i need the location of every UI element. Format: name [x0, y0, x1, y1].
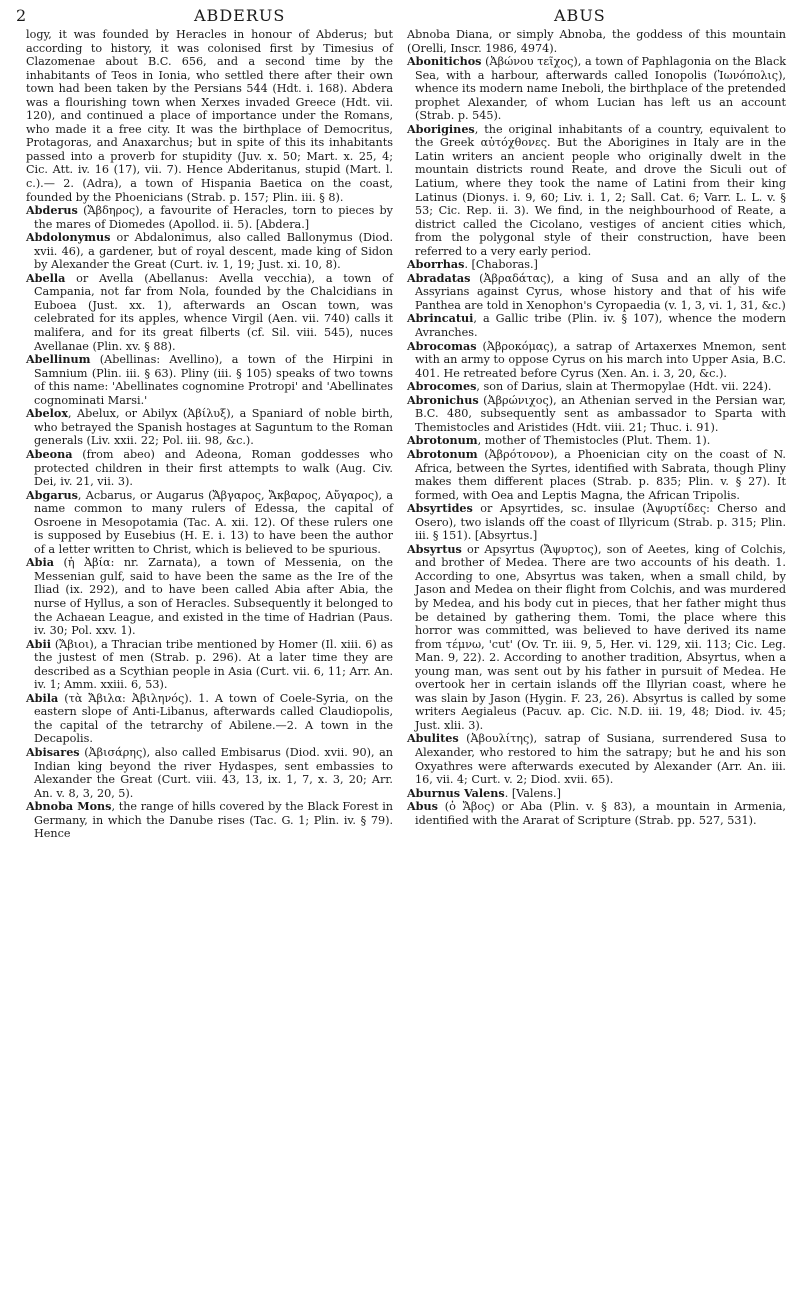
- entry-text: or Apsyrtides, sc. insulae (Ἀψυρτίδες: Cherso and Osero), two islands off the coast of Illyricum (Strab. p. 315; Plin. iii. § 151). [Absyrtus.]: [415, 502, 786, 543]
- page-header: [14, 6, 786, 28]
- entry-text: or Apsyrtus (Ἄψυρτος), son of Aeetes, king of Colchis, and brother of Medea. There are two accounts of his death. 1. According to one, Absyrtus was taken, when a small child, by Jason and Medea on their flight from Colchis, and was murdered by Medea, and his body cut in pieces, that her father might thus be detained by gathering them. Tomi, the place where this horror was committed, was believed to have derived its name from τέμνω, 'cut' (Ov. Tr. iii. 9, 5, Her. vi. 129, xii. 113; Cic. Leg. Man. 9, 22). 2. According to another tradition, Absyrtus, when a young man, was sent out by his father in pursuit of Medea. He overtook her in certain islands off the Illyrian coast, where he was slain by Jason (Hygin. F. 23, 26). Absyrtus is called by some writers Aegialeus (Pacuv. ap. Cic. N.D. iii. 19, 48; Diod. iv. 45; Just. xlii. 3).: [415, 542, 786, 732]
- entry-text: , a Gallic tribe (Plin. iv. § 107), whence the modern Avranches.: [415, 312, 786, 340]
- left-column: [14, 28, 393, 841]
- entry-headword: Abus: [407, 799, 438, 814]
- entry-text: (Ἀβουλίτης), satrap of Susiana, surrendered Susa to Alexander, who restored to him the satrapy; but he and his son Oxyathres were afterwards executed by Alexander (Arr. An. iii. 16, vii. 4; Curt. v. 2; Diod. xvii. 65).: [415, 732, 786, 787]
- entry-text: , the original inhabitants of a country, equivalent to the Greek αὐτόχθονες. But the Aborigines in Italy are in the Latin writers an ancient people who originally dwelt in the mountain districts round Reate, and drove the Siculi out of Latium, where they took the name of Latini from their king Latinus (Dionys. i. 9, 60; Liv. i. 1, 2; Sall. Cat. 6; Varr. L. L. v. § 53; Cic. Rep. ii. 3). We find, in the neighbourhood of Reate, a district called the Cicolano, vestiges of ancient cities which, from the polygonal style of their construction, have been referred to a very early period.: [415, 122, 786, 258]
- entry-headword: Aborrhas: [407, 257, 465, 272]
- dictionary-entry: [26, 448, 393, 489]
- running-head-right: ABUS: [554, 6, 606, 25]
- entry-headword: Abradatas: [407, 270, 471, 285]
- entry-text: , Acbarus, or Augarus (Ἄβγαρος, Ἄκβαρος, Αὔγαρος), a name common to many rulers of Edessa, the capital of Osroene in Mesopotamia (Tac. A. xii. 12). Of these rulers one is supposed by Eusebius (H. E. i. 13) to have been the author of a letter written to Christ, which is believed to be spurious.: [34, 488, 393, 556]
- entry-text: , son of Darius, slain at Thermopylae (Hdt. vii. 224).: [476, 380, 772, 394]
- entry-headword: Abrincatui: [407, 311, 474, 326]
- dictionary-entry: [407, 312, 786, 339]
- entry-headword: Aburnus Valens: [407, 785, 505, 800]
- entry-headword: Abelox: [26, 406, 69, 421]
- entry-headword: Abeona: [26, 446, 73, 461]
- dictionary-entry: [407, 380, 786, 394]
- entry-text: . [Chaboras.]: [464, 258, 538, 272]
- entry-text: (Ἀβρότονον), a Phoenician city on the coast of N. Africa, between the Syrtes, identified with Sabrata, though Pliny makes them different places (Strab. p. 835; Plin. v. § 27). It formed, with Oea and Leptis Magna, the African Tripolis.: [415, 447, 786, 502]
- entry-text: or Abdalonimus, also called Ballonymus (Diod. xvii. 46), a gardener, but of royal descent, made king of Sidon by Alexander the Great (Curt. iv. 1, 19; Just. xi. 10, 8).: [34, 231, 393, 272]
- dictionary-entry: [26, 489, 393, 557]
- dictionary-entry: [26, 746, 393, 800]
- entry-headword: Abulites: [407, 731, 459, 746]
- entry-text: (Ἀβραδάτας), a king of Susa and an ally of the Assyrians against Cyrus, whose history and that of his wife Panthea are told in Xenophon's Cyropaedia (v. 1, 3, vi. 1, 31, &c.): [415, 271, 786, 312]
- dictionary-entry: [407, 340, 786, 381]
- entry-headword: Abia: [26, 555, 55, 570]
- dictionary-entry: [407, 28, 786, 55]
- dictionary-entry: [407, 55, 786, 123]
- entry-headword: Abdolonymus: [26, 230, 111, 245]
- dictionary-entry: [407, 543, 786, 733]
- entry-headword: Abnoba Mons: [26, 799, 112, 814]
- entry-headword: Abisares: [26, 744, 80, 759]
- entry-headword: Abonitichos: [407, 54, 482, 69]
- page-number: 2: [16, 6, 27, 25]
- entry-headword: Abila: [26, 690, 59, 705]
- entry-text: logy, it was founded by Heracles in honour of Abderus; but according to history, it was colonised first by Timesius of Clazomenae about B.C. 656, and a second time by the inhabitants of Teos in Ionia, who settled there after their own town had been taken by the Persians 544 (Hdt. i. 168). Abdera was a flourishing town when Xerxes invaded Greece (Hdt. vii. 120), and continued a place of importance under the Romans, who made it a free city. It was the birthplace of Democritus, Protagoras, and Anaxarchus; but in spite of this its inhabitants passed into a proverb for stupidity (Juv. x. 50; Mart. x. 25, 4; Cic. Att. iv. 16 (17), vii. 7). Hence Abderitanus, stupid (Mart. l. c.).— 2. (Adra), a town of Hispania Baetica on the coast, founded by the Phoenicians (Strab. p. 157; Plin. iii. § 8).: [26, 28, 393, 204]
- dictionary-entry: [26, 231, 393, 272]
- entry-headword: Abderus: [26, 203, 78, 218]
- entry-headword: Abellinum: [26, 352, 91, 367]
- entry-headword: Abronichus: [407, 392, 479, 407]
- entry-headword: Abii: [26, 636, 52, 651]
- entry-headword: Absyrtus: [407, 541, 462, 556]
- dictionary-entry: [407, 258, 786, 272]
- dictionary-entry: [407, 123, 786, 258]
- dictionary-entry: [407, 732, 786, 786]
- entry-text: , mother of Themistocles (Plut. Them. 1).: [477, 434, 711, 448]
- entry-text: (from abeo) and Adeona, Roman goddesses who protected children in their first attempts to walk (Aug. Civ. Dei, iv. 21, vii. 3).: [34, 447, 393, 489]
- entry-text: (Abellinas: Avellino), a town of the Hirpini in Samnium (Plin. iii. § 63). Pliny (iii. § 105) speaks of two towns of this name: 'Abellinates cognomine Protropi' and 'Abellinates cognominati Marsi.': [34, 353, 393, 407]
- dictionary-entry: [26, 638, 393, 692]
- entry-headword: Abrotonum: [407, 446, 478, 461]
- entry-text: (Ἄβιοι), a Thracian tribe mentioned by Homer (Il. xiii. 6) as the justest of men (Strab. p. 296). At a later time they are described as a Scythian people in Asia (Curt. vii. 6, 11; Arr. An. iv. 1; Amm. xxiii. 6, 53).: [34, 637, 393, 692]
- entry-text: Abnoba Diana, or simply Abnoba, the goddess of this mountain (Orelli, Inscr. 1986, 4974).: [407, 28, 786, 55]
- entry-text: or Avella (Abellanus: Avella vecchia), a town of Campania, not far from Nola, founded by the Chalcidians in Euboea (Just. xx. 1), afterwards an Oscan town, was celebrated for its apples, whence Virgil (Aen. vii. 740) calls it malifera, and for its great filberts (cf. Sil. viii. 545), nuces Avellanae (Plin. xv. § 88).: [34, 271, 393, 353]
- entry-text: (τὰ Ἄβιλα: Ἀβιληνός). 1. A town of Coele-Syria, on the eastern slope of Anti-Libanus, afterwards called Claudiopolis, the capital of the tetrarchy of Abilene.—2. A town in the Decapolis.: [34, 691, 393, 746]
- entry-headword: Abrocomas: [407, 338, 477, 353]
- dictionary-entry: [26, 556, 393, 637]
- entry-text: (Ἄβδηρος), a favourite of Heracles, torn to pieces by the mares of Diomedes (Apollod. ii. 5). [Abdera.]: [34, 204, 393, 231]
- entry-text: (Ἀβώνου τεῖχος), a town of Paphlagonia on the Black Sea, with a harbour, afterwards called Ionopolis (Ἰωνόπολις), whence its modern name Ineboli, the birthplace of the pretended prophet Alexander, of whom Lucian has left us an account (Strab. p. 545).: [415, 55, 786, 123]
- entry-text: (Ἀβρώνιχος), an Athenian served in the Persian war, B.C. 480, subsequently sent as ambassador to Sparta with Themistocles and Aristides (Hdt. viii. 21; Thuc. i. 91).: [415, 393, 786, 434]
- dictionary-entry: [26, 692, 393, 746]
- entry-text: (Ἀβισάρης), also called Embisarus (Diod. xvii. 90), an Indian king beyond the river Hydaspes, sent embassies to Alexander the Great (Curt. viii. 43, 13, ix. 1, 7, x. 3, 20; Arr. An. v. 8, 3, 20, 5).: [34, 745, 393, 800]
- entry-headword: Abella: [26, 270, 66, 285]
- entry-headword: Abgarus: [26, 487, 78, 502]
- dictionary-entry: [407, 434, 786, 448]
- entry-text: , Abelux, or Abilyx (Ἀβίλυξ), a Spaniard of noble birth, who betrayed the Spanish hostages at Saguntum to the Roman generals (Liv. xxii. 22; Pol. iii. 98, &c.).: [34, 407, 393, 448]
- entry-headword: Aborigines: [407, 121, 475, 136]
- entry-text: (ἡ Ἀβία: nr. Zarnata), a town of Messenia, on the Messenian gulf, said to have been the same as the Ire of the Iliad (ix. 292), and to have been called Abia after Abia, the nurse of Hyllus, a son of Heracles. Subsequently it belonged to the Achaean League, and existed in the time of Hadrian (Paus. iv. 30; Pol. xxv. 1).: [34, 556, 393, 638]
- dictionary-entry: [407, 394, 786, 435]
- dictionary-entry: [407, 448, 786, 502]
- dictionary-entry: [407, 272, 786, 313]
- entry-headword: Abrotonum: [407, 433, 478, 448]
- dictionary-entry: [407, 502, 786, 543]
- right-column: [407, 28, 786, 841]
- entry-text: . [Valens.]: [504, 786, 561, 800]
- dictionary-entry: [407, 800, 786, 827]
- columns: [14, 28, 786, 841]
- dictionary-entry: [26, 28, 393, 204]
- entry-headword: Absyrtides: [407, 501, 473, 516]
- entry-text: , the range of hills covered by the Black Forest in Germany, in which the Danube rises (Tac. G. 1; Plin. iv. § 79). Hence: [34, 800, 393, 841]
- dictionary-entry: [26, 272, 393, 353]
- dictionary-entry: [407, 787, 786, 801]
- dictionary-entry: [26, 353, 393, 407]
- running-head-left: ABDERUS: [194, 6, 286, 25]
- entry-text: (ὁ Ἄβος) or Aba (Plin. v. § 83), a mountain in Armenia, identified with the Ararat of Scripture (Strab. pp. 527, 531).: [415, 800, 786, 827]
- dictionary-entry: [26, 800, 393, 841]
- dictionary-entry: [26, 407, 393, 448]
- entry-headword: Abrocomes: [407, 379, 477, 394]
- dictionary-entry: [26, 204, 393, 231]
- entry-text: (Ἀβροκόμας), a satrap of Artaxerxes Mnemon, sent with an army to oppose Cyrus on his march into Upper Asia, B.C. 401. He retreated before Cyrus (Xen. An. i. 3, 20, &c.).: [415, 339, 786, 380]
